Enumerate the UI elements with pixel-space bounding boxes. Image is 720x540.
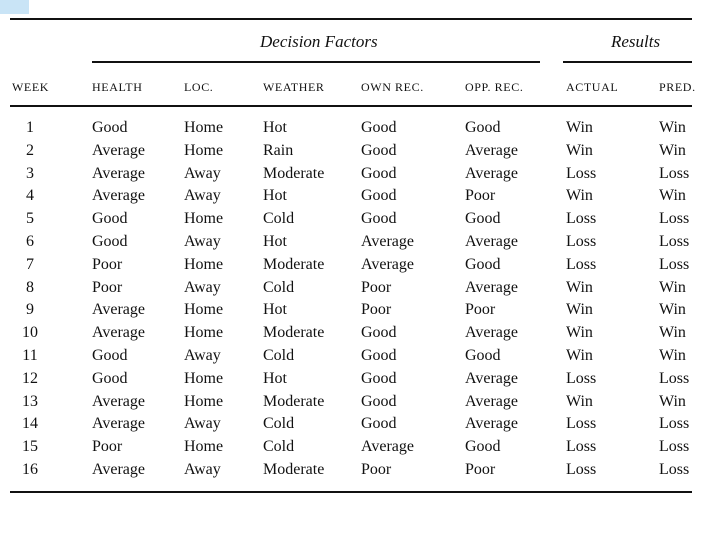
predicted-result-cell: Win <box>659 392 686 410</box>
predicted-result-cell: Loss <box>659 438 690 456</box>
table-body <box>0 117 720 482</box>
table-row <box>0 436 720 459</box>
weather-cell: Moderate <box>263 164 325 182</box>
weather-cell: Cold <box>263 210 295 228</box>
health-cell: Average <box>92 392 145 410</box>
weather-cell: Cold <box>263 278 295 296</box>
own-record-cell: Good <box>361 187 397 205</box>
decision-factors-rule <box>92 61 540 63</box>
weather-cell: Hot <box>263 369 287 387</box>
table-row <box>0 140 720 163</box>
location-cell: Away <box>184 415 221 433</box>
own-record-cell: Average <box>361 438 414 456</box>
opponent-record-cell: Good <box>465 210 501 228</box>
location-cell: Home <box>184 210 224 228</box>
weather-cell: Moderate <box>263 392 325 410</box>
actual-result-cell: Loss <box>566 460 597 478</box>
weather-cell: Moderate <box>263 255 325 273</box>
own-record-cell: Good <box>361 164 397 182</box>
health-cell: Average <box>92 460 145 478</box>
week-cell: 15 <box>22 438 38 456</box>
header-opp-rec: OPP. REC. <box>465 80 524 94</box>
header-week: WEEK <box>12 80 50 94</box>
header-actual: ACTUAL <box>566 80 619 94</box>
opponent-record-cell: Average <box>465 392 518 410</box>
health-cell: Good <box>92 232 128 250</box>
actual-result-cell: Loss <box>566 164 597 182</box>
location-cell: Home <box>184 141 224 159</box>
weather-cell: Hot <box>263 301 287 319</box>
actual-result-cell: Win <box>566 119 593 136</box>
week-cell: 13 <box>22 392 38 410</box>
health-cell: Average <box>92 324 145 342</box>
health-cell: Average <box>92 187 145 205</box>
opponent-record-cell: Average <box>465 232 518 250</box>
header-loc: LOC. <box>184 80 214 94</box>
opponent-record-cell: Average <box>465 278 518 296</box>
actual-result-cell: Win <box>566 278 593 296</box>
actual-result-cell: Win <box>566 301 593 319</box>
location-cell: Away <box>184 460 221 478</box>
health-cell: Good <box>92 369 128 387</box>
own-record-cell: Good <box>361 119 397 136</box>
bottom-rule <box>10 491 692 493</box>
weather-cell: Cold <box>263 438 295 456</box>
results-heading: Results <box>611 32 661 51</box>
table-row <box>0 368 720 391</box>
table-row <box>0 322 720 345</box>
opponent-record-cell: Poor <box>465 301 496 319</box>
week-cell: 6 <box>26 232 34 250</box>
health-cell: Good <box>92 119 128 136</box>
weather-cell: Rain <box>263 141 294 159</box>
actual-result-cell: Loss <box>566 210 597 228</box>
health-cell: Poor <box>92 255 123 273</box>
own-record-cell: Poor <box>361 460 392 478</box>
table-row <box>0 208 720 231</box>
predicted-result-cell: Win <box>659 278 686 296</box>
location-cell: Home <box>184 392 224 410</box>
week-cell: 3 <box>26 164 34 182</box>
location-cell: Away <box>184 232 221 250</box>
own-record-cell: Poor <box>361 278 392 296</box>
week-cell: 8 <box>26 278 34 296</box>
table-row <box>0 459 720 482</box>
own-record-cell: Average <box>361 255 414 273</box>
location-cell: Home <box>184 324 224 342</box>
opponent-record-cell: Good <box>465 346 501 364</box>
predicted-result-cell: Loss <box>659 369 690 387</box>
predicted-result-cell: Win <box>659 301 686 319</box>
week-cell: 14 <box>22 415 38 433</box>
opponent-record-cell: Good <box>465 438 501 456</box>
actual-result-cell: Loss <box>566 232 597 250</box>
predicted-result-cell: Loss <box>659 164 690 182</box>
table-row <box>0 117 720 140</box>
weather-cell: Moderate <box>263 324 325 342</box>
table-row <box>0 345 720 368</box>
actual-result-cell: Loss <box>566 255 597 273</box>
own-record-cell: Good <box>361 324 397 342</box>
header-pred: PRED. <box>659 80 696 94</box>
opponent-record-cell: Good <box>465 119 501 136</box>
weather-cell: Hot <box>263 187 287 205</box>
location-cell: Home <box>184 301 224 319</box>
location-cell: Home <box>184 369 224 387</box>
opponent-record-cell: Good <box>465 255 501 273</box>
location-cell: Away <box>184 187 221 205</box>
predicted-result-cell: Loss <box>659 460 690 478</box>
actual-result-cell: Win <box>566 324 593 342</box>
location-cell: Away <box>184 346 221 364</box>
table-row <box>0 231 720 254</box>
table-row <box>0 185 720 208</box>
table-row <box>0 277 720 300</box>
table-row <box>0 163 720 186</box>
actual-result-cell: Win <box>566 392 593 410</box>
opponent-record-cell: Poor <box>465 187 496 205</box>
predicted-result-cell: Win <box>659 324 686 342</box>
own-record-cell: Good <box>361 392 397 410</box>
health-cell: Average <box>92 301 145 319</box>
predicted-result-cell: Win <box>659 141 686 159</box>
opponent-record-cell: Average <box>465 164 518 182</box>
own-record-cell: Poor <box>361 301 392 319</box>
predicted-result-cell: Loss <box>659 415 690 433</box>
predicted-result-cell: Win <box>659 119 686 136</box>
week-cell: 12 <box>22 369 38 387</box>
week-cell: 11 <box>22 346 38 364</box>
decision-factors-heading: Decision Factors <box>260 32 378 51</box>
weather-cell: Cold <box>263 346 295 364</box>
actual-result-cell: Win <box>566 346 593 364</box>
week-cell: 7 <box>26 255 34 273</box>
header-health: HEALTH <box>92 80 143 94</box>
week-cell: 16 <box>22 460 38 478</box>
weather-cell: Moderate <box>263 460 325 478</box>
actual-result-cell: Win <box>566 187 593 205</box>
location-cell: Home <box>184 255 224 273</box>
table-row <box>0 299 720 322</box>
week-cell: 2 <box>26 141 34 159</box>
health-cell: Average <box>92 415 145 433</box>
weather-cell: Hot <box>263 232 287 250</box>
own-record-cell: Good <box>361 210 397 228</box>
predicted-result-cell: Loss <box>659 255 690 273</box>
opponent-record-cell: Poor <box>465 460 496 478</box>
top-rule <box>10 18 692 20</box>
header-own-rec: OWN REC. <box>361 80 424 94</box>
corner-accent <box>0 0 29 14</box>
health-cell: Average <box>92 164 145 182</box>
opponent-record-cell: Average <box>465 324 518 342</box>
table-row <box>0 391 720 414</box>
health-cell: Good <box>92 346 128 364</box>
week-cell: 10 <box>22 324 38 342</box>
actual-result-cell: Loss <box>566 438 597 456</box>
location-cell: Away <box>184 164 221 182</box>
header-rule <box>10 105 692 107</box>
results-rule <box>563 61 692 63</box>
health-cell: Poor <box>92 278 123 296</box>
location-cell: Away <box>184 278 221 296</box>
predicted-result-cell: Loss <box>659 210 690 228</box>
own-record-cell: Good <box>361 369 397 387</box>
actual-result-cell: Loss <box>566 369 597 387</box>
opponent-record-cell: Average <box>465 415 518 433</box>
opponent-record-cell: Average <box>465 369 518 387</box>
actual-result-cell: Win <box>566 141 593 159</box>
actual-result-cell: Loss <box>566 415 597 433</box>
table-row <box>0 254 720 277</box>
own-record-cell: Good <box>361 141 397 159</box>
week-cell: 9 <box>26 301 34 319</box>
health-cell: Poor <box>92 438 123 456</box>
location-cell: Home <box>184 119 224 136</box>
week-cell: 5 <box>26 210 34 228</box>
location-cell: Home <box>184 438 224 456</box>
predicted-result-cell: Loss <box>659 232 690 250</box>
opponent-record-cell: Average <box>465 141 518 159</box>
week-cell: 1 <box>26 119 34 136</box>
header-weather: WEATHER <box>263 80 325 94</box>
health-cell: Good <box>92 210 128 228</box>
table-row <box>0 413 720 436</box>
own-record-cell: Good <box>361 346 397 364</box>
health-cell: Average <box>92 141 145 159</box>
predicted-result-cell: Win <box>659 346 686 364</box>
own-record-cell: Good <box>361 415 397 433</box>
weather-cell: Cold <box>263 415 295 433</box>
own-record-cell: Average <box>361 232 414 250</box>
predicted-result-cell: Win <box>659 187 686 205</box>
weather-cell: Hot <box>263 119 287 136</box>
week-cell: 4 <box>26 187 34 205</box>
